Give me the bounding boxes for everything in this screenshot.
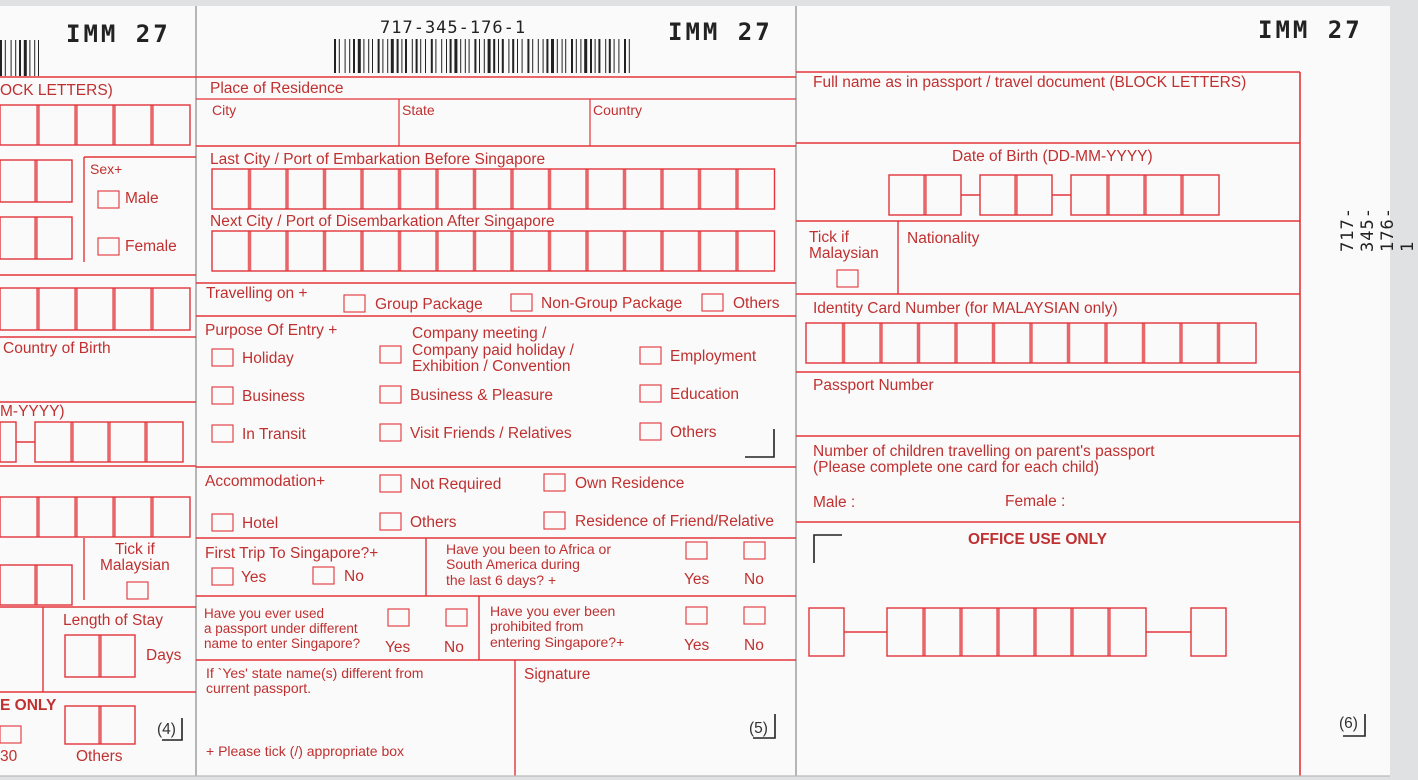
office-use-only-label: OFFICE USE ONLY bbox=[968, 531, 1107, 548]
first-trip-no-option[interactable]: No bbox=[344, 568, 364, 585]
panel5-barcode bbox=[378, 39, 380, 73]
male-label: Male bbox=[125, 190, 159, 207]
first-trip-label: First Trip To Singapore?+ bbox=[205, 545, 379, 562]
form-code-panel6: IMM 27 bbox=[1258, 16, 1363, 44]
panel5-barcode bbox=[576, 39, 577, 73]
hotel-option[interactable]: Hotel bbox=[242, 515, 279, 532]
travelling-on-label: Travelling on + bbox=[206, 285, 308, 302]
prohibited-yes-option[interactable]: Yes bbox=[684, 637, 710, 654]
first-trip-yes-option[interactable]: Yes bbox=[241, 569, 267, 586]
panel5-barcode bbox=[498, 39, 499, 73]
panel5-barcode bbox=[571, 39, 573, 73]
passport-number-label: Passport Number bbox=[813, 377, 934, 394]
children-male-label: Male : bbox=[813, 494, 856, 511]
panel5-barcode bbox=[629, 39, 630, 73]
others-label: Others bbox=[76, 748, 123, 765]
female-label: Female bbox=[125, 238, 177, 255]
panel5-barcode bbox=[502, 39, 504, 73]
panel5-barcode bbox=[345, 39, 346, 73]
page-number-6: (6) bbox=[1339, 715, 1358, 732]
accommodation-others-option[interactable]: Others bbox=[410, 514, 457, 531]
days-label: Days bbox=[146, 647, 182, 664]
panel5-barcode bbox=[557, 39, 558, 73]
panel5-barcode bbox=[474, 39, 476, 73]
panel4-barcode bbox=[15, 40, 16, 76]
panel5-barcode bbox=[484, 39, 485, 73]
panel5-barcode bbox=[425, 39, 426, 73]
children-female-label: Female : bbox=[1005, 493, 1066, 510]
date-of-birth-label: Date of Birth (DD-MM-YYYY) bbox=[952, 148, 1153, 165]
prohibited-no-option[interactable]: No bbox=[744, 637, 764, 654]
panel5-barcode bbox=[546, 39, 548, 73]
panel5-barcode bbox=[435, 39, 436, 73]
company-meeting-option[interactable]: Company meeting / Company paid holiday / Exhibition / Convention bbox=[412, 325, 574, 376]
panel5-barcode bbox=[565, 39, 566, 73]
panel5-barcode bbox=[450, 39, 452, 73]
panel5-barcode bbox=[382, 39, 383, 73]
thirty-label: 30 bbox=[0, 748, 18, 765]
panel5-barcode bbox=[334, 39, 336, 73]
panel5-barcode bbox=[493, 39, 495, 73]
panel5-barcode bbox=[609, 39, 611, 73]
panel5-barcode bbox=[598, 39, 600, 73]
form-code-panel4: IMM 27 bbox=[66, 20, 171, 48]
panel5-barcode bbox=[391, 39, 394, 73]
panel5-barcode bbox=[527, 39, 529, 73]
panel5-barcode bbox=[508, 39, 509, 73]
dob-label-fragment: M-YYYY) bbox=[0, 403, 65, 420]
if-yes-label: If `Yes' state name(s) different from current passport. bbox=[206, 665, 424, 697]
visit-friends-option[interactable]: Visit Friends / Relatives bbox=[410, 425, 572, 442]
panel5-barcode bbox=[412, 39, 413, 73]
panel5-barcode bbox=[368, 39, 369, 73]
panel5-barcode bbox=[580, 39, 581, 73]
panel5-barcode bbox=[416, 39, 418, 73]
panel5-barcode bbox=[339, 39, 340, 73]
passport-no-option[interactable]: No bbox=[444, 639, 464, 656]
serial-number: 717-345-176-1 bbox=[380, 18, 527, 38]
form-code-panel5: IMM 27 bbox=[668, 18, 773, 46]
panel4-barcode bbox=[29, 40, 30, 76]
business-option[interactable]: Business bbox=[242, 388, 305, 405]
panel5-barcode bbox=[551, 39, 554, 73]
panel5-barcode bbox=[595, 39, 596, 73]
panel4-barcode bbox=[5, 40, 6, 76]
next-city-label: Next City / Port of Disembarkation After Singapore bbox=[210, 213, 555, 230]
residence-friend-option[interactable]: Residence of Friend/Relative bbox=[575, 513, 775, 530]
panel5-barcode bbox=[605, 39, 606, 73]
panel5-barcode bbox=[624, 39, 626, 73]
panel5-barcode bbox=[614, 39, 615, 73]
panel5-barcode bbox=[488, 39, 491, 73]
panel5-barcode bbox=[512, 39, 514, 73]
panel5-barcode bbox=[538, 39, 539, 73]
holiday-option[interactable]: Holiday bbox=[242, 350, 294, 367]
panel4-barcode bbox=[38, 40, 39, 76]
panel5-barcode bbox=[469, 39, 470, 73]
city-label: City bbox=[212, 102, 237, 118]
purpose-others-option[interactable]: Others bbox=[670, 424, 717, 441]
country-label: Country bbox=[593, 102, 643, 118]
panel5-barcode bbox=[353, 39, 355, 73]
page-number-4: (4) bbox=[157, 721, 176, 738]
panel4-barcode bbox=[0, 40, 2, 76]
panel4-barcode bbox=[34, 40, 35, 76]
panel5-barcode bbox=[349, 39, 350, 73]
panel5-barcode bbox=[372, 39, 373, 73]
panel5-barcode bbox=[420, 39, 421, 73]
panel5-barcode bbox=[441, 39, 442, 73]
not-required-option[interactable]: Not Required bbox=[410, 476, 502, 493]
tick-note: + Please tick (/) appropriate box bbox=[206, 743, 405, 759]
passport-yes-option[interactable]: Yes bbox=[385, 639, 411, 656]
employment-option[interactable]: Employment bbox=[670, 348, 757, 365]
last-city-label: Last City / Port of Embarkation Before Singapore bbox=[210, 151, 546, 168]
panel5-barcode bbox=[358, 39, 361, 73]
serial-number-vertical: 717-345-176-1 bbox=[1338, 207, 1418, 252]
africa-no-option[interactable]: No bbox=[744, 571, 764, 588]
full-name-label-fragment: OCK LETTERS) bbox=[0, 82, 113, 99]
panel5-barcode bbox=[405, 39, 407, 73]
business-pleasure-option[interactable]: Business & Pleasure bbox=[410, 387, 554, 404]
page-number-5: (5) bbox=[749, 720, 768, 737]
signature-label: Signature bbox=[524, 666, 591, 683]
tick-malaysian-label: Tick if Malaysian bbox=[100, 541, 170, 575]
panel5-barcode bbox=[401, 39, 402, 73]
place-of-residence-label: Place of Residence bbox=[210, 80, 344, 97]
panel5-barcode bbox=[446, 39, 447, 73]
africa-question: Have you been to Africa or South America during the last 6 days? + bbox=[446, 541, 611, 588]
tick-malaysian-label-6: Tick if Malaysian bbox=[809, 229, 879, 263]
panel4-barcode bbox=[11, 40, 12, 76]
panel5-barcode bbox=[454, 39, 457, 73]
panel5-barcode bbox=[522, 39, 523, 73]
education-option[interactable]: Education bbox=[670, 386, 739, 403]
panel5-barcode bbox=[465, 39, 466, 73]
panel5-barcode bbox=[460, 39, 461, 73]
sex-label: Sex+ bbox=[90, 161, 123, 177]
travelling-others-option[interactable]: Others bbox=[733, 295, 780, 312]
panel5-barcode bbox=[479, 39, 480, 73]
panel4-barcode bbox=[24, 40, 27, 76]
in-transit-option[interactable]: In Transit bbox=[242, 426, 306, 443]
panel5-barcode bbox=[562, 39, 563, 73]
panel5-barcode bbox=[543, 39, 544, 73]
prohibited-question: Have you ever been prohibited from entering Singapore?+ bbox=[490, 603, 625, 650]
state-label: State bbox=[402, 102, 435, 118]
nationality-label: Nationality bbox=[907, 230, 980, 247]
panel5-barcode bbox=[590, 39, 592, 73]
office-use-fragment: E ONLY bbox=[0, 697, 57, 714]
panel5-barcode bbox=[618, 39, 619, 73]
group-package-option[interactable]: Group Package bbox=[375, 296, 483, 313]
panel5-barcode bbox=[363, 39, 364, 73]
ic-number-label: Identity Card Number (for MALAYSIAN only) bbox=[813, 300, 1118, 317]
country-of-birth-label: Country of Birth bbox=[3, 340, 111, 357]
non-group-package-option[interactable]: Non-Group Package bbox=[541, 295, 683, 312]
children-label: Number of children travelling on parent's passport (Please complete one card for each child) bbox=[813, 443, 1155, 477]
purpose-of-entry-label: Purpose Of Entry + bbox=[205, 322, 338, 339]
panel5-barcode bbox=[397, 39, 399, 73]
panel5-barcode bbox=[584, 39, 587, 73]
panel5-barcode bbox=[387, 39, 388, 73]
accommodation-label: Accommodation+ bbox=[205, 473, 326, 490]
panel5-barcode bbox=[517, 39, 518, 73]
africa-yes-option[interactable]: Yes bbox=[684, 571, 710, 588]
panel5-barcode bbox=[431, 39, 433, 73]
own-residence-option[interactable]: Own Residence bbox=[575, 475, 685, 492]
panel5-barcode bbox=[532, 39, 533, 73]
full-name-label: Full name as in passport / travel document (BLOCK LETTERS) bbox=[813, 74, 1247, 91]
different-passport-question: Have you ever used a passport under different name to enter Singapore? bbox=[204, 606, 361, 651]
length-of-stay-label: Length of Stay bbox=[63, 612, 163, 629]
panel4-barcode bbox=[19, 40, 21, 76]
